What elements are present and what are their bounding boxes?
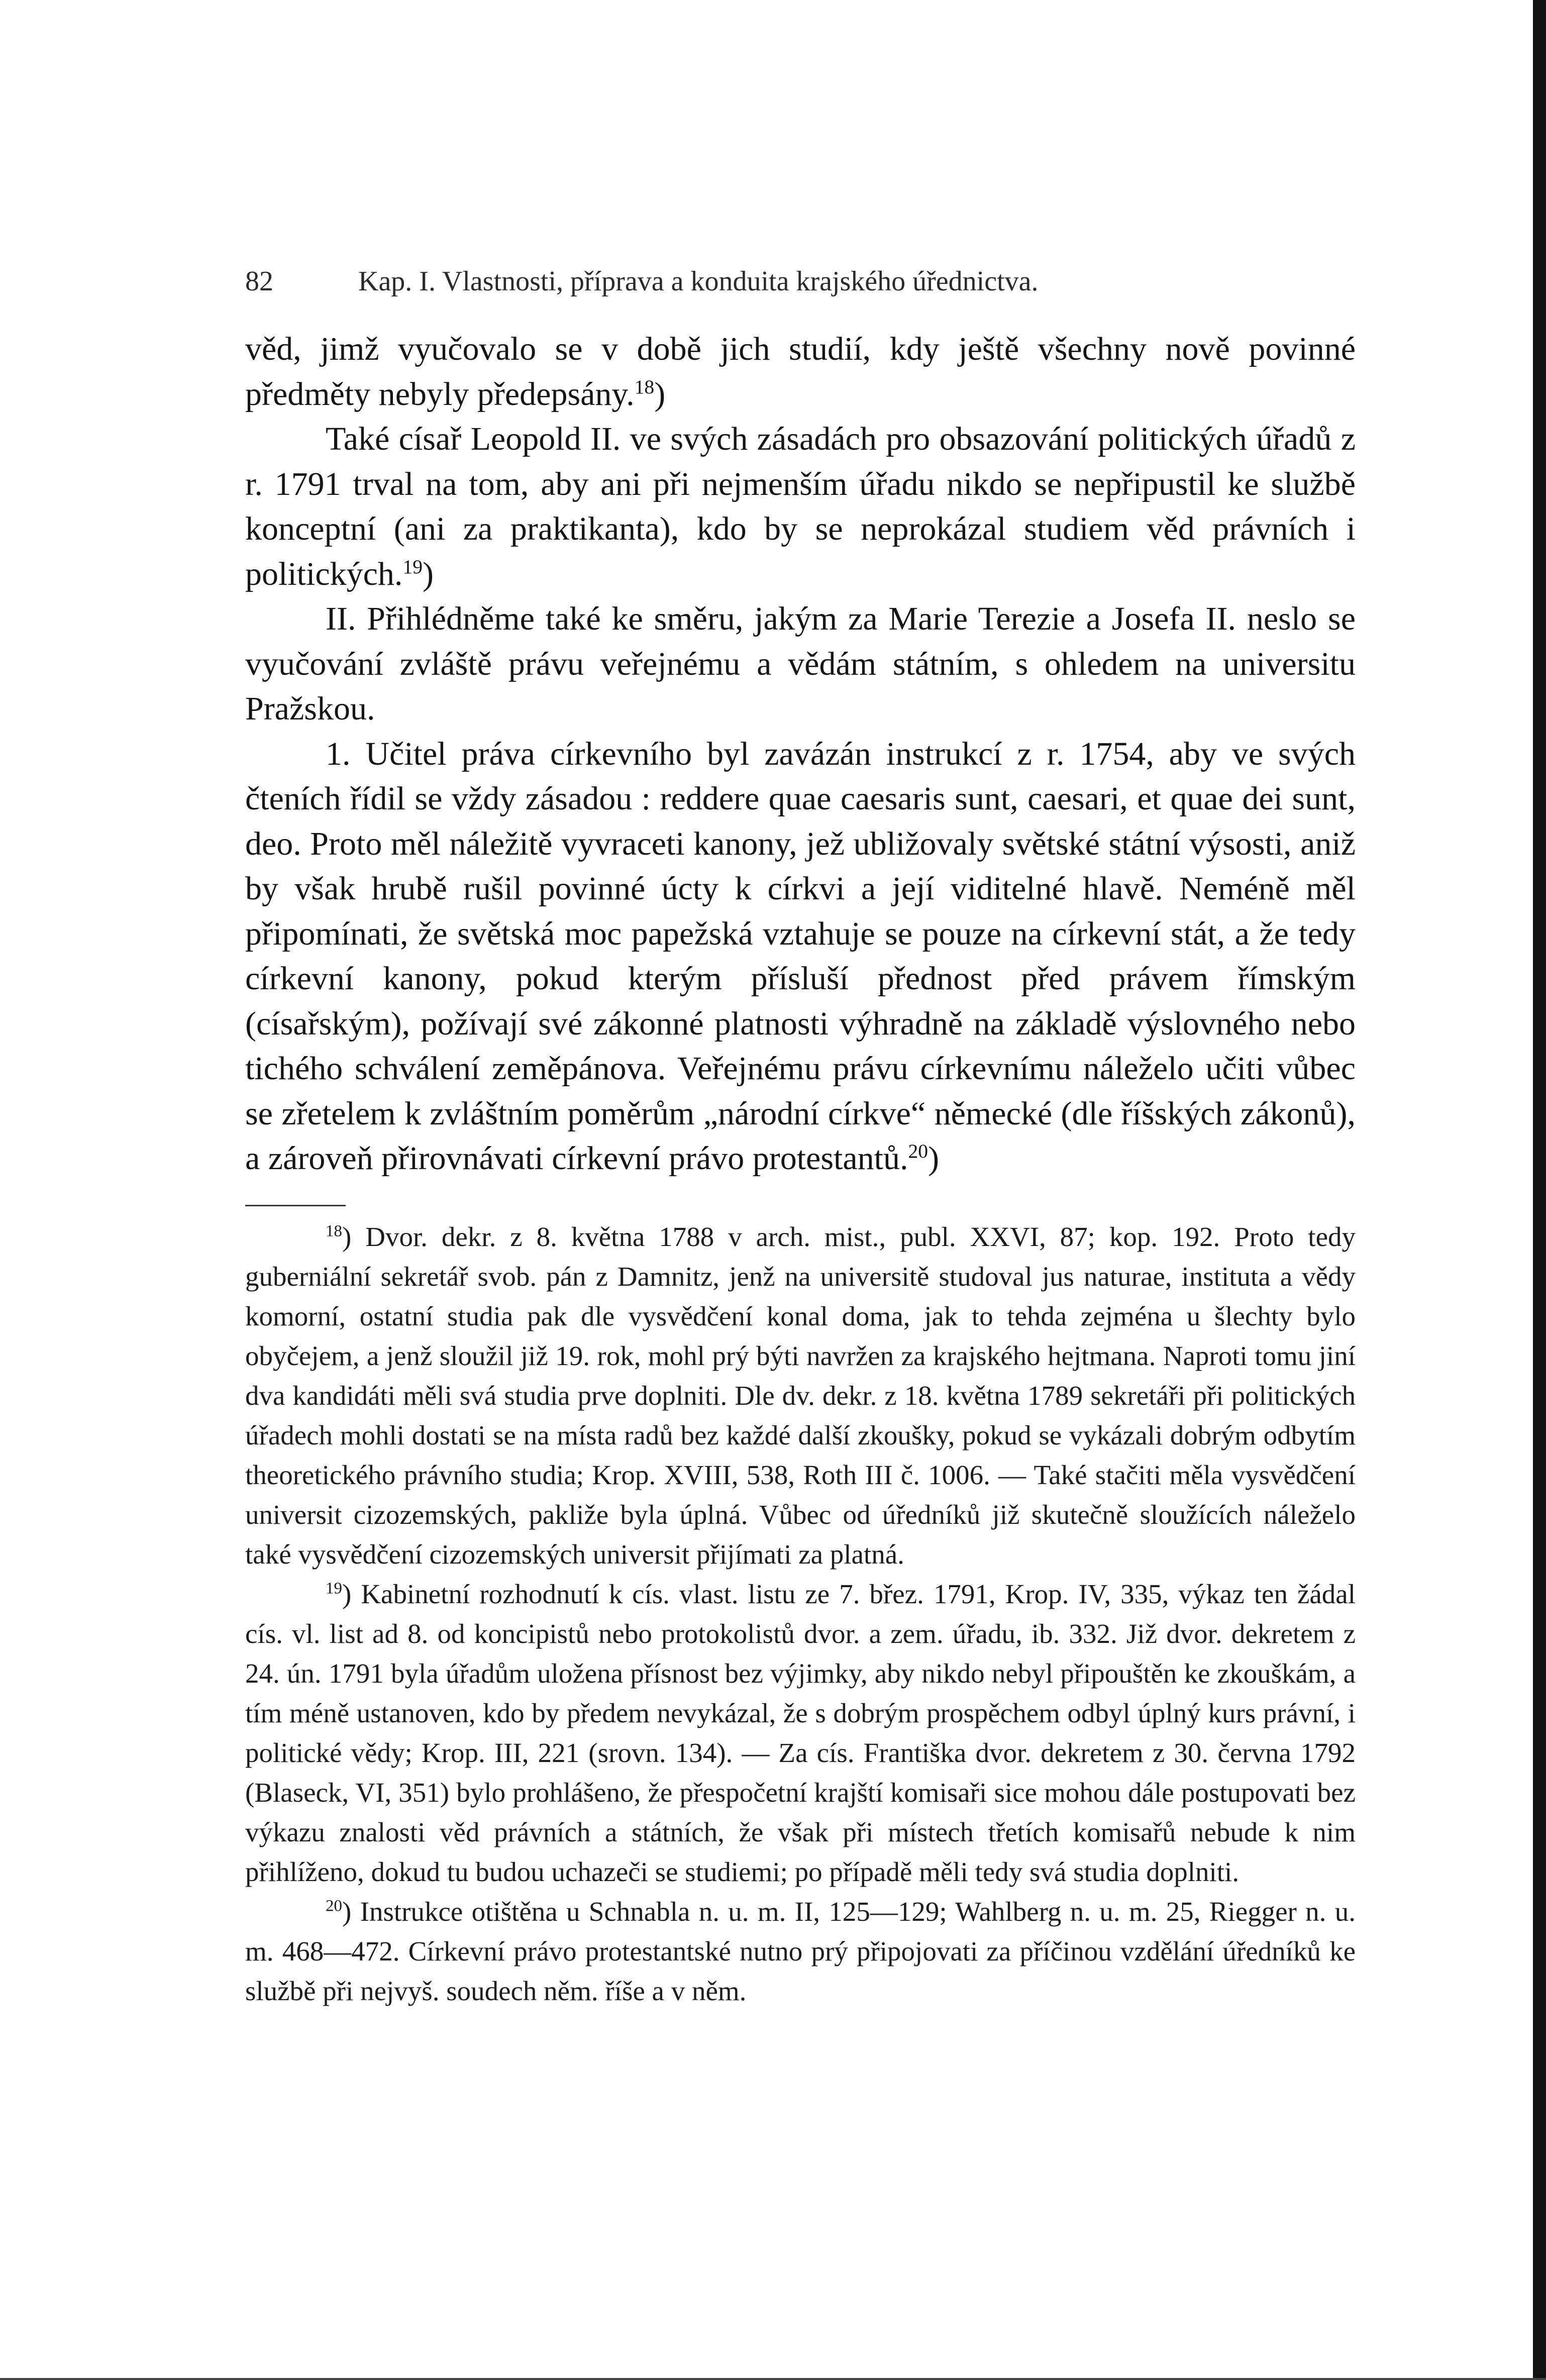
page-number: 82 (245, 266, 273, 297)
footnote-separator (245, 1205, 346, 1206)
scan-border-right (1533, 0, 1546, 2380)
footnote-18 (245, 1217, 1356, 1574)
footnote-text: ) Kabinetní rozhodnutí k cís. vlast. listu ze 7. břez. 1791, Krop. IV, 335, výkaz ten žádal cís. vl. list ad 8. od koncipistů nebo protokolistů dvor. a zem. úřadu, ib. 332. Již dvor. dekretem z 24. ún. 1791 byla úřadům uložena přísnost bez výjimky, aby nikdo nebyl připouštěn ke zkouškám, a tím méně ustanoven, kdo by předem nevykázal, že s dobrým prospěchem odbyl úplný kurs právní, i politické vědy; Krop. III, 221 (srovn. 134). — Za cís. Františka dvor. dekretem z 30. června 1792 (Blaseck, VI, 351) bylo prohlášeno, že přespočetní krajští komisaři sice mohou dále postupovati bez výkazu znalosti věd právních a státních, že však při místech třetích komisařů nebude k nim přihlíženo, dokud tu budou uchazeči se studiemi; po případě měli tedy svá studia doplniti. (245, 1579, 1356, 1887)
footnote-ref-19[interactable]: 19 (402, 555, 423, 578)
footnote-ref-20-close: ) (928, 1140, 940, 1177)
running-title: Kap. I. Vlastnosti, příprava a konduita krajského úřednictva. (358, 266, 1039, 297)
footnote-marker: 18 (326, 1222, 342, 1240)
paragraph-2-text: Také císař Leopold II. ve svých zásadách pro obsazování politických úřadů z r. 1791 trval na tom, aby ani při nejmenším úřadu nikdo se nepřipustil ke službě konceptní (ani za praktikanta), kdo by se neprokázal studiem věd právních i politických. (245, 421, 1356, 592)
footnote-text: ) Dvor. dekr. z 8. května 1788 v arch. mist., publ. XXVI, 87; kop. 192. Proto tedy guberniální sekretář svob. pán z Damnitz, jenž na universitě studoval jus naturae, instituta a vědy komorní, ostatní studia pak dle vysvědčení konal doma, jak to tehda zejména u šlechty bylo obyčejem, a jenž sloužil již 19. rok, mohl prý býti navržen za krajského hejtmana. Naproti tomu jiní dva kandidáti měli svá studia prve doplniti. Dle dv. dekr. z 18. května 1789 sekretáři při politických úřadech mohli dostati se na místa radů bez každé další zkoušky, pokud se vykázali dobrým odbytím theoretického právního studia; Krop. XVIII, 538, Roth III č. 1006. — Také stačiti měla vysvědčení universit cizozemských, pakliže byla úplná. Vůbec od úředníků již skutečně sloužících náleželo také vysvědčení cizozemských universit přijímati za platná. (245, 1221, 1356, 1570)
main-text (245, 327, 1356, 1181)
footnote-ref-19-close: ) (423, 555, 434, 592)
footnote-marker: 19 (326, 1579, 342, 1598)
paragraph-1-text: věd, jimž vyučovalo se v době jich studií, kdy ještě všechny nově povinné předměty nebyly předepsány. (245, 331, 1356, 412)
footnote-ref-18[interactable]: 18 (634, 375, 655, 398)
scan-border-bottom (0, 2378, 1546, 2380)
paragraph-2 (245, 417, 1356, 596)
paragraph-3: II. Přihlédněme také ke směru, jakým za Marie Terezie a Josefa II. neslo se vyučování zvláště právu veřejnému a vědám státním, s ohledem na universitu Pražskou. (245, 600, 1356, 727)
footnote-ref-18-close: ) (654, 375, 666, 412)
footnote-marker: 20 (326, 1897, 342, 1915)
footnote-text: ) Instrukce otištěna u Schnabla n. u. m. II, 125—129; Wahlberg n. u. m. 25, Riegger n. u. m. 468—472. Církevní právo protestantské nutno prý připojovati za příčinou vzdělání úředníků ke službě při nejvyš. soudech něm. říše a v něm. (245, 1896, 1356, 2006)
paragraph-4-text: 1. Učitel práva církevního byl zavázán instrukcí z r. 1754, aby ve svých čteních řídil se vždy zásadou : reddere quae caesaris sunt, caesari, et quae dei sunt, deo. Proto měl náležitě vyvraceti kanony, jež ubližovaly světské státní výsosti, aniž by však hrubě rušil povinné úcty k církvi a její viditelné hlavě. Neméně měl připomínati, že světská moc papežská vztahuje se pouze na církevní stát, a že tedy církevní kanony, pokud kterým přísluší přednost před právem římským (císařským), požívají své zákonné platnosti výhradně na základě výslovného nebo tichého schválení zeměpánova. Veřejnému právu církevnímu náleželo učiti vůbec se zřetelem k zvláštním poměrům „národní církve“ německé (dle říšských zákonů), a zároveň přirovnávati církevní právo protestantů. (245, 735, 1356, 1177)
running-header (245, 261, 1356, 301)
paragraph-4 (245, 732, 1356, 1181)
footnote-ref-20[interactable]: 20 (908, 1140, 929, 1162)
footnotes (245, 1217, 1356, 2011)
footnote-20 (245, 1892, 1356, 2011)
paragraph-1 (245, 327, 1356, 417)
footnote-19 (245, 1574, 1356, 1892)
